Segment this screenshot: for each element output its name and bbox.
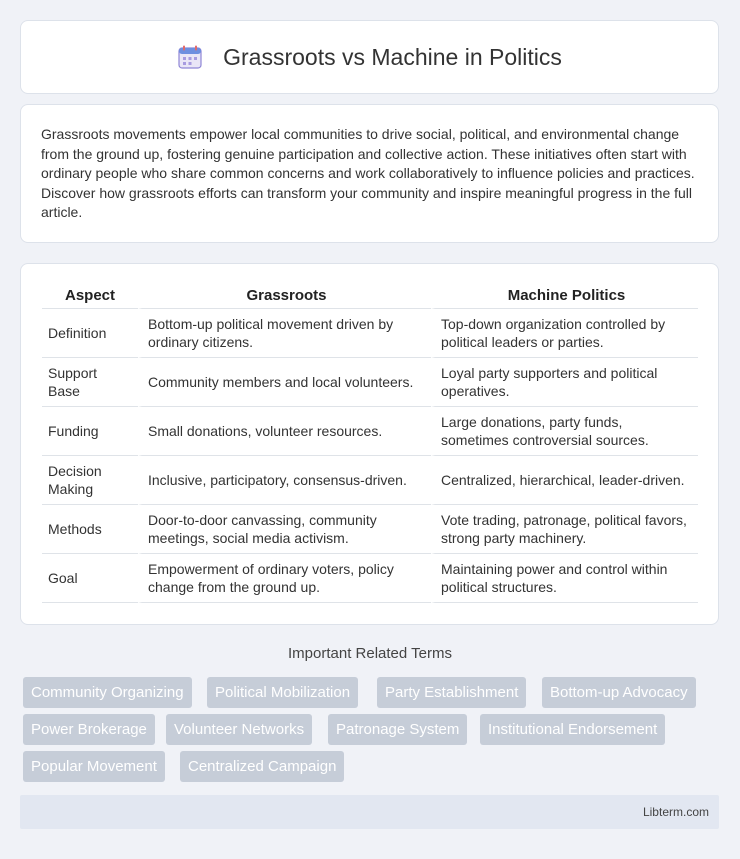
column-header-aspect: Aspect [42, 283, 138, 309]
grassroots-cell: Community members and local volunteers. [138, 358, 431, 407]
related-term-tag[interactable]: Political Mobilization [207, 677, 358, 708]
aspect-cell: Methods [42, 505, 138, 554]
table-row [42, 505, 698, 554]
comparison-table [42, 283, 698, 603]
related-term-tag[interactable]: Community Organizing [23, 677, 192, 708]
related-term-tag[interactable]: Popular Movement [23, 751, 165, 782]
calendar-icon [177, 44, 203, 70]
related-term-tag[interactable]: Patronage System [328, 714, 467, 745]
machine-cell: Maintaining power and control within political structures. [431, 554, 698, 603]
machine-cell: Large donations, party funds, sometimes controversial sources. [431, 407, 698, 456]
table-row [42, 309, 698, 358]
aspect-cell: Definition [42, 309, 138, 358]
machine-cell: Top-down organization controlled by political leaders or parties. [431, 309, 698, 358]
header-card [20, 20, 719, 94]
machine-cell: Loyal party supporters and political operatives. [431, 358, 698, 407]
related-term-tag[interactable]: Centralized Campaign [180, 751, 344, 782]
table-row [42, 358, 698, 407]
related-term-tag[interactable]: Institutional Endorsement [480, 714, 665, 745]
grassroots-cell: Small donations, volunteer resources. [138, 407, 431, 456]
aspect-cell: Goal [42, 554, 138, 603]
machine-cell: Centralized, hierarchical, leader-driven. [431, 456, 698, 505]
table-row [42, 554, 698, 603]
table-row [42, 456, 698, 505]
column-header-grassroots: Grassroots [138, 283, 431, 309]
column-header-machine: Machine Politics [431, 283, 698, 309]
aspect-cell: Funding [42, 407, 138, 456]
intro-text: Grassroots movements empower local communities to drive social, political, and environmental change from the ground up, fostering genuine participation and collective action. These initiatives often start with ordinary people who share common concerns and work collaboratively to influence policies and practices. Discover how grassroots efforts can transform your community and inspire meaningful progress in the full article. [41, 126, 695, 221]
related-term-tag[interactable]: Power Brokerage [23, 714, 155, 745]
aspect-cell: Decision Making [42, 456, 138, 505]
grassroots-cell: Bottom-up political movement driven by ordinary citizens. [138, 309, 431, 358]
related-terms-title: Important Related Terms [288, 645, 452, 662]
related-term-tag[interactable]: Party Establishment [377, 677, 526, 708]
comparison-card [20, 263, 719, 625]
related-term-tag[interactable]: Volunteer Networks [166, 714, 312, 745]
table-header-row [42, 283, 698, 309]
grassroots-cell: Empowerment of ordinary voters, policy change from the ground up. [138, 554, 431, 603]
page-title: Grassroots vs Machine in Politics [223, 43, 562, 70]
table-row [42, 407, 698, 456]
footer-link[interactable]: Libterm.com [642, 805, 709, 819]
grassroots-cell: Door-to-door canvassing, community meetings, social media activism. [138, 505, 431, 554]
aspect-cell: Support Base [42, 358, 138, 407]
grassroots-cell: Inclusive, participatory, consensus-driven. [138, 456, 431, 505]
related-term-tag[interactable]: Bottom-up Advocacy [542, 677, 696, 708]
machine-cell: Vote trading, patronage, political favors, strong party machinery. [431, 505, 698, 554]
intro-card [20, 104, 719, 243]
footer [20, 795, 719, 829]
